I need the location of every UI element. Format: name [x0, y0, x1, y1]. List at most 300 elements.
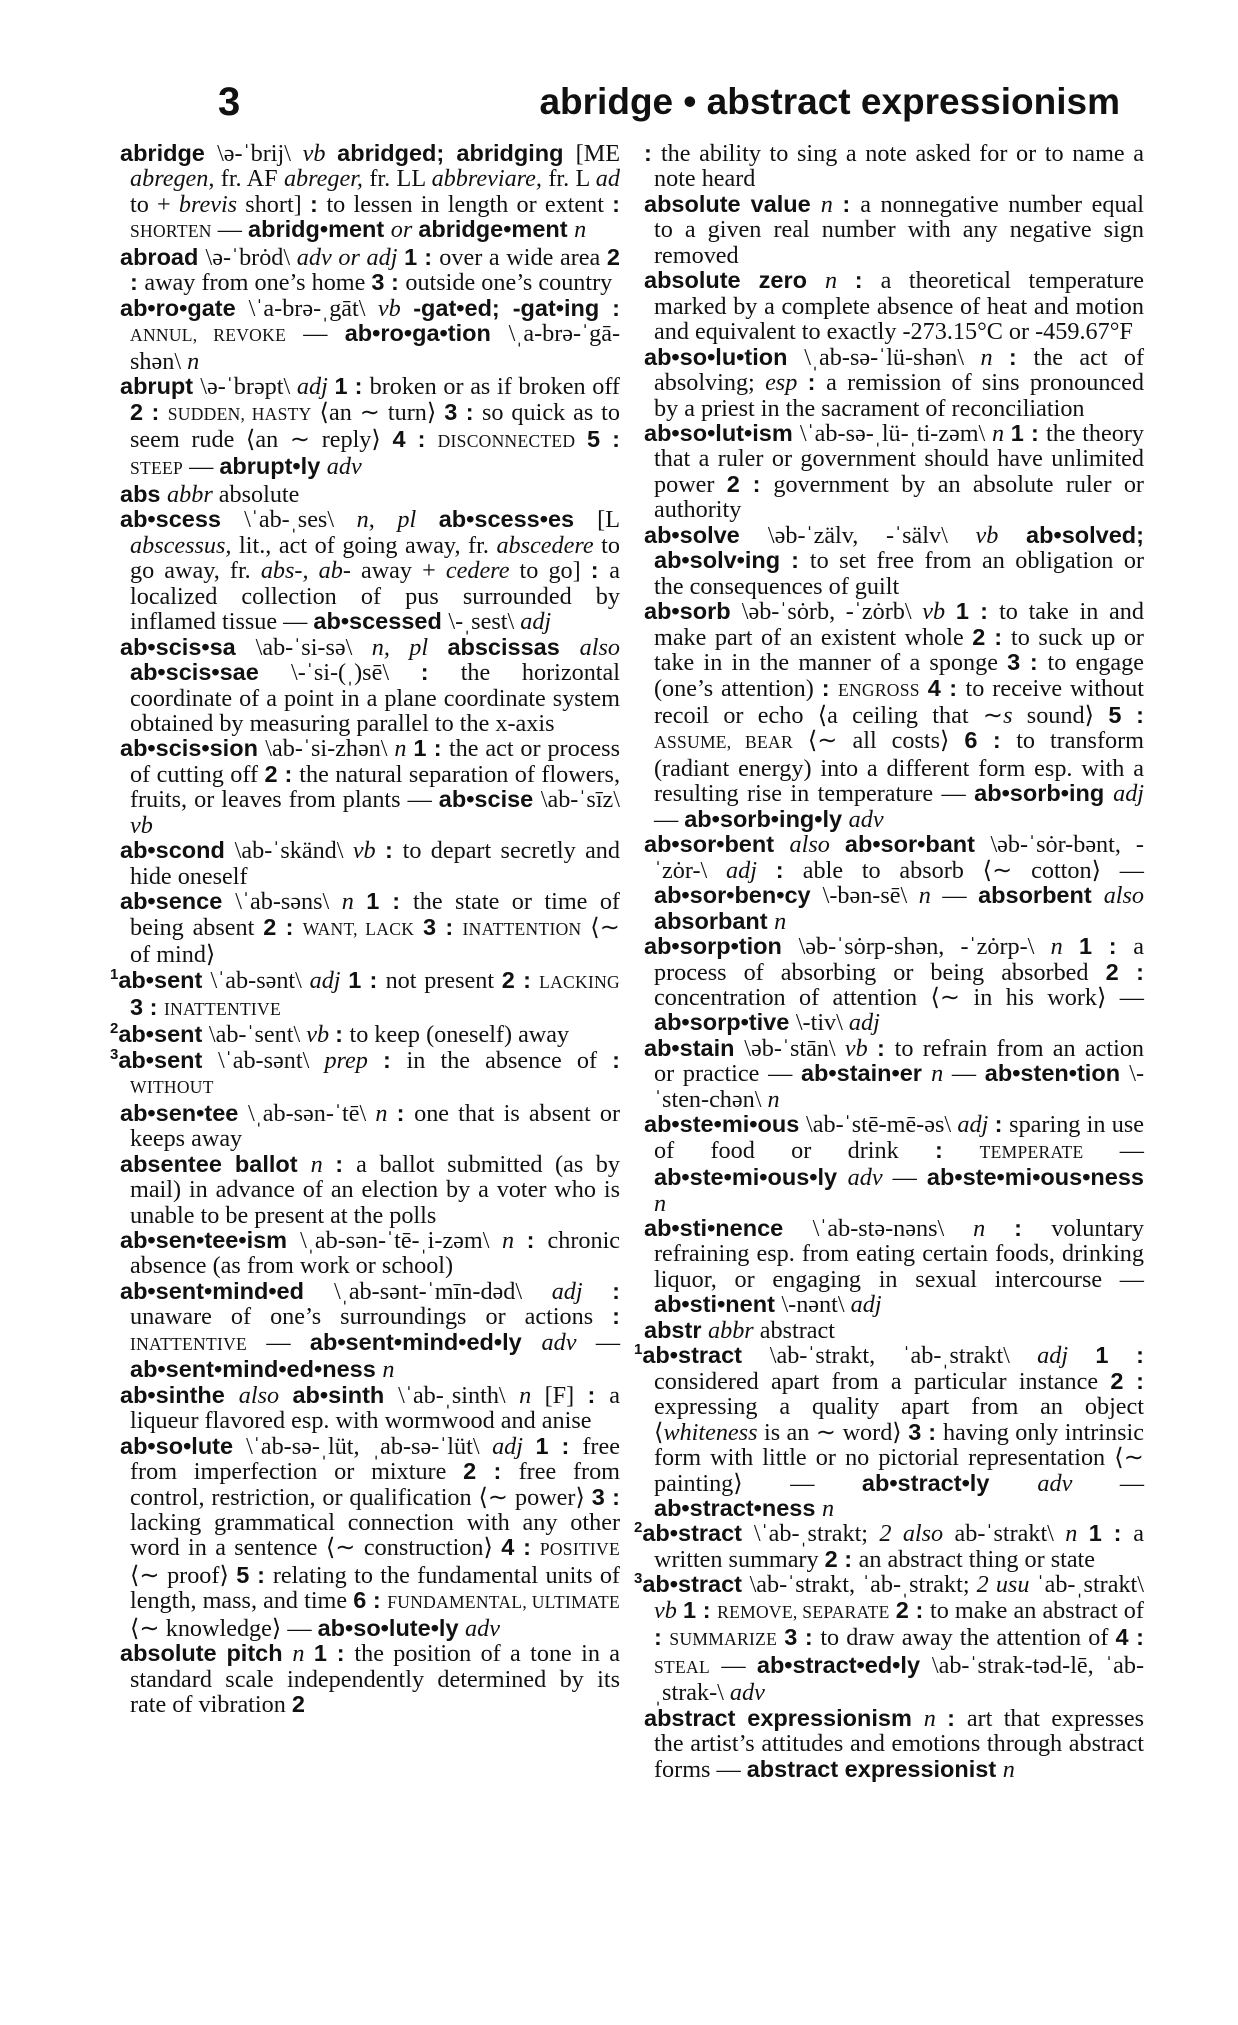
part-of-speech: prep: [324, 1046, 384, 1074]
definition-text: —: [654, 805, 685, 833]
bold-text: 2 :: [130, 243, 620, 296]
bold-text: :: [821, 674, 838, 701]
italic-text: n: [821, 1495, 835, 1523]
dictionary-entry: [634, 1570, 1144, 1707]
definition-text: ⟨∼ knowledge⟩ —: [130, 1614, 318, 1642]
dictionary-entry: [120, 1101, 620, 1152]
headword: ab•sorb: [644, 598, 742, 625]
definition-text: short]: [245, 190, 310, 218]
headword: ab•sent: [118, 1021, 209, 1048]
definition-text: to keep (oneself) away: [349, 1021, 570, 1049]
headword: ab•scis•sa: [120, 633, 256, 660]
italic-text: whiteness: [663, 1418, 764, 1446]
left-column: [110, 140, 621, 1719]
definition-text: to go away, fr.: [130, 531, 620, 585]
definition-text: over a wide area: [439, 243, 607, 271]
part-of-speech: n: [310, 1150, 336, 1178]
definition-text: lacking grammatical connection with any other word in a sentence ⟨∼ construction⟩: [130, 1509, 620, 1562]
bold-text: ab•sti•nent: [654, 1291, 782, 1318]
pronunciation: \ˈab-səns\: [235, 888, 342, 916]
dictionary-entry: [644, 523, 1144, 599]
dictionary-entry: [644, 268, 1144, 344]
headword: absolute pitch: [120, 1640, 293, 1667]
dictionary-entry: [120, 635, 620, 737]
definition-text: the act of absolving;: [654, 343, 1145, 397]
bold-text: 6 :: [964, 727, 1017, 754]
definition-text: ⟨∼ proof⟩: [130, 1561, 237, 1589]
bold-text: :: [1008, 343, 1034, 370]
bold-text: 6 :: [353, 1587, 388, 1614]
small-caps-text: FUNDAMENTAL, ULTIMATE: [387, 1592, 620, 1613]
part-of-speech: also: [238, 1381, 293, 1409]
part-of-speech: n: [394, 735, 414, 763]
italic-text: adj: [520, 608, 552, 636]
bold-text: ab•ste•mi•ous•ness: [926, 1164, 1144, 1191]
italic-text: n: [382, 1356, 395, 1384]
bold-text: ab•ste•mi•ous•ly: [654, 1164, 848, 1191]
dictionary-entry: [644, 1318, 1144, 1343]
definition-text: one that is absent or keeps away: [130, 1099, 621, 1153]
italic-text: adj: [726, 856, 776, 884]
bold-text: abridge•ment: [418, 216, 575, 243]
part-of-speech: adj: [1037, 1342, 1096, 1370]
part-of-speech: vb: [377, 294, 414, 322]
definition-text: \ab-ˈsīz\: [540, 786, 620, 814]
part-of-speech: vb: [844, 1034, 878, 1062]
homograph-number: 1: [110, 965, 119, 983]
dictionary-entry: [120, 1279, 620, 1383]
definition-text: unaware of one’s surroundings or actions: [130, 1303, 613, 1331]
italic-text: abreger,: [283, 165, 370, 193]
headword: ab•scess: [120, 506, 245, 533]
part-of-speech: abbr: [167, 480, 219, 508]
bold-text: ab•scessed: [313, 608, 449, 635]
pronunciation: \ˌab-sənt-ˈmīn-dəd\: [334, 1277, 552, 1305]
bold-text: 2 :: [895, 1596, 930, 1623]
bold-text: :: [612, 1277, 620, 1304]
definition-text: [F]: [544, 1381, 588, 1409]
small-caps-text: REMOVE, SEPARATE: [717, 1601, 890, 1622]
italic-text: n: [767, 1085, 780, 1113]
definition-text: sound⟩: [1026, 701, 1109, 729]
definition-text: to set free from an obligation or the consequences of guilt: [654, 547, 1145, 600]
definition-text: [920, 675, 928, 702]
small-caps-text: SUDDEN, HASTY: [167, 403, 312, 424]
definition-text: fr. AF: [220, 165, 284, 193]
bold-text: :: [935, 1136, 980, 1163]
bold-text: 2 :: [824, 1545, 859, 1572]
small-caps-text: INATTENTIVE: [130, 1333, 248, 1354]
pronunciation: \ˈab-stə-nəns\: [812, 1215, 974, 1243]
definition-text: to depart secretly and hide oneself: [130, 837, 620, 890]
dictionary-entry: [644, 192, 1144, 268]
italic-text: adv: [847, 1164, 883, 1192]
dictionary-entry: [110, 1045, 620, 1101]
small-caps-text: SHORTEN: [130, 221, 212, 242]
dictionary-entry: [120, 1641, 620, 1717]
italic-text: adv: [326, 453, 362, 481]
bold-text: ab•sten•tion: [984, 1060, 1130, 1087]
bold-text: :: [807, 369, 827, 396]
bold-text: 1 :: [682, 1596, 718, 1623]
bold-text: 1 :: [334, 373, 370, 400]
definition-text: art that expresses the artist’s attitudes and emotions through abstract forms —: [654, 1704, 1145, 1783]
definition-text: the position of a tone in a standard scale independently determined by its rate of vibration: [130, 1640, 620, 1719]
definition-text: free from imperfection or mixture: [130, 1432, 620, 1486]
bold-text: 5 :: [1108, 701, 1144, 728]
definition-text: government by an absolute ruler or authority: [654, 470, 1144, 524]
dictionary-entry: [644, 934, 1144, 1036]
small-caps-text: STEAL: [654, 1656, 710, 1677]
pronunciation: \ˈab-sə-ˌlüt, ˌab-sə-ˈlüt\: [246, 1432, 493, 1460]
pronunciation: \ab-ˈsent\: [208, 1021, 307, 1049]
definition-text: outside one’s country: [405, 269, 613, 297]
part-of-speech: n, pl: [371, 633, 448, 661]
bold-text: ab•solved; ab•solv•ing :: [654, 521, 1144, 574]
definition-text: —: [943, 1060, 985, 1088]
part-of-speech: adv or adj: [296, 243, 405, 271]
homograph-number: 2: [110, 1020, 119, 1038]
bold-text: :: [654, 1624, 670, 1651]
bold-text: 2: [291, 1691, 305, 1718]
headword: ab•so•lu•tion: [644, 343, 805, 370]
headword: ab•sen•tee•ism: [120, 1227, 301, 1254]
definition-text: to make an abstract of: [929, 1596, 1144, 1624]
italic-text: adv: [465, 1614, 500, 1642]
bold-text: 1 :: [404, 243, 440, 270]
definition-text: ⟨an ∼ turn⟩: [311, 398, 445, 426]
definition-text: a process of absorbing or being absorbed: [654, 933, 1144, 986]
definition-text: is an ∼ word⟩: [763, 1418, 909, 1446]
bold-text: :: [335, 1021, 350, 1048]
dictionary-entry: [120, 141, 620, 245]
definition-text: in the absence of: [406, 1046, 613, 1074]
small-caps-text: SUMMARIZE: [669, 1629, 778, 1650]
pronunciation: \ə-ˈbrəpt\: [200, 373, 297, 401]
bold-text: absorbant: [654, 907, 775, 934]
definition-text: to refrain from an action or practice —: [654, 1034, 1145, 1088]
definition-text: the state or time of being absent: [130, 888, 620, 941]
definition-text: relating to the fundamental units of length, mass, and time: [130, 1561, 620, 1615]
bold-text: 1 :: [1010, 419, 1046, 446]
bold-text: 4 :: [501, 1534, 540, 1561]
definition-text: the ability to sing a note asked for or to name a note heard: [654, 140, 1145, 193]
pronunciation: \ˈab-sə-ˌlü-ˌti-zəm\: [799, 419, 992, 447]
dictionary-entry: [644, 1112, 1144, 1216]
definition-text: broken or as if broken off: [369, 373, 620, 401]
definition-text: \-nənt\: [781, 1291, 851, 1319]
homograph-number: 1: [634, 1341, 643, 1359]
bold-text: :: [644, 140, 661, 166]
bold-text: 2 :: [463, 1458, 519, 1485]
italic-text: n: [774, 907, 787, 935]
italic-text: n: [1002, 1755, 1015, 1783]
headword: ab•sor•bent: [644, 831, 790, 858]
definition-text: to engage (one’s attention): [654, 649, 1144, 702]
part-of-speech: n: [375, 1099, 397, 1127]
small-caps-text: WANT, LACK: [302, 918, 415, 939]
definition-text: away from one’s home: [144, 269, 372, 297]
bold-text: 2 :: [501, 966, 540, 993]
bold-text: :: [396, 1099, 415, 1126]
homograph-number: 3: [110, 1045, 119, 1063]
dictionary-entry: [110, 965, 620, 1023]
italic-text: abregen,: [130, 165, 221, 193]
part-of-speech: also: [789, 831, 845, 859]
italic-text: cedere: [445, 557, 520, 585]
definition-text: —: [576, 1328, 621, 1356]
bold-text: 3 :: [130, 993, 164, 1020]
bold-text: :: [587, 1381, 610, 1408]
definition-text: to lessen in length or extent: [326, 190, 613, 218]
bold-text: -gat•ed; -gat•ing :: [413, 294, 620, 321]
italic-text: also: [1103, 882, 1145, 910]
headword: ab•sence: [120, 888, 236, 915]
part-of-speech: n: [1050, 933, 1079, 961]
italic-text: n: [574, 216, 587, 244]
definition-text: to +: [130, 190, 179, 218]
bold-text: :: [947, 1704, 967, 1731]
pronunciation: \əb-ˈstān\: [744, 1034, 845, 1062]
italic-text: n: [918, 882, 931, 910]
small-caps-text: TEMPERATE: [979, 1141, 1084, 1162]
bold-text: :: [775, 856, 803, 883]
definition-text: [414, 914, 423, 941]
definition-text: \-tiv\: [795, 1009, 849, 1037]
definition-text: —: [286, 320, 345, 348]
headword: ab•scond: [120, 837, 235, 864]
homograph-number: 2: [634, 1519, 643, 1537]
bold-text: 2 :: [263, 913, 303, 940]
definition-text: the act or process of cutting off: [130, 735, 620, 788]
part-of-speech: vb: [352, 837, 385, 865]
part-of-speech: adj: [296, 373, 335, 401]
part-of-speech: adj: [309, 966, 349, 994]
italic-text: s: [1003, 701, 1027, 729]
bold-text: :: [309, 190, 327, 217]
part-of-speech: n: [991, 419, 1011, 447]
bold-text: ab•scess•es: [438, 506, 598, 533]
italic-text: vb: [654, 1596, 683, 1624]
small-caps-text: POSITIVE: [539, 1539, 620, 1560]
headword: abstr: [644, 1316, 708, 1343]
definition-text: \ˈab-ˌsinth\: [398, 1381, 520, 1409]
headword: ab•sent: [118, 1046, 218, 1073]
italic-text: n: [931, 1060, 944, 1088]
dictionary-entry: [644, 1216, 1144, 1318]
small-caps-text: ENGROSS: [837, 679, 920, 700]
bold-text: abstract expressionist: [746, 1755, 1003, 1782]
small-caps-text: INATTENTION: [462, 918, 582, 939]
bold-text: :: [384, 837, 403, 864]
definition-text: a localized collection of pus surrounded by inflamed tissue —: [130, 557, 620, 636]
part-of-speech: n: [820, 190, 843, 218]
definition-text: a ballot submitted (as by mail) in advance of an election by a voter who is unable to be present at the polls: [130, 1150, 620, 1229]
small-caps-text: INATTENTIVE: [163, 998, 281, 1019]
small-caps-text: DISCONNECTED: [437, 430, 576, 451]
headword: abstract expressionism: [644, 1704, 924, 1731]
part-of-speech: n: [502, 1227, 527, 1255]
bold-text: 3 :: [1007, 649, 1048, 676]
definition-text: \ˌa-brə-ˈgā-shən\: [130, 320, 621, 375]
pronunciation: \əb-ˈzälv, -ˈsälv\: [767, 521, 976, 549]
headword: ab•stract: [642, 1520, 754, 1547]
italic-text: n: [654, 1189, 667, 1217]
bold-text: 3 :: [591, 1483, 620, 1510]
definition-text: \ab-ˈstrak-təd-lē, ˈab-ˌstrak-\: [654, 1651, 1144, 1707]
definition-text: concentration of attention ⟨∼ in his work⟩ —: [654, 983, 1144, 1011]
dictionary-entry: [120, 838, 620, 889]
bold-text: ab•scis•sae: [130, 659, 291, 686]
headword: ab•stract: [642, 1571, 750, 1598]
part-of-speech: n: [980, 343, 1009, 371]
dictionary-entry: [120, 1228, 620, 1279]
dictionary-entry: [644, 599, 1144, 832]
bold-text: 1 :: [413, 735, 449, 762]
definition-text: ⟨∼ all costs⟩: [792, 727, 965, 755]
headword: ab•sent: [118, 966, 211, 993]
headword: abs: [120, 480, 168, 507]
bold-text: :: [526, 1227, 548, 1254]
part-of-speech: adj: [957, 1111, 995, 1139]
bold-text: 1 :: [955, 598, 1000, 625]
definition-text: away +: [360, 557, 446, 585]
definition-text: a remission of sins pronounced by a priest in the sacrament of reconciliation: [654, 369, 1144, 422]
bold-text: 1 :: [1095, 1342, 1144, 1369]
definition-text: the theory that a ruler or government should have unlimited power: [654, 419, 1144, 498]
dictionary-entry: [120, 296, 620, 374]
bold-text: :: [420, 659, 461, 686]
definition-text: chronic absence (as from work or school): [130, 1227, 621, 1280]
dictionary-entry: [644, 421, 1144, 523]
bold-text: 1 :: [1088, 1520, 1134, 1547]
headword: abrupt: [120, 373, 201, 400]
part-of-speech: n, pl: [356, 506, 439, 534]
small-caps-text: LACKING: [539, 971, 620, 992]
headword: ab•stract: [642, 1342, 770, 1369]
italic-text: abscessus,: [130, 531, 240, 559]
bold-text: ab•stain•er: [800, 1060, 932, 1087]
definition-text: so quick as to seem rude ⟨an ∼ reply⟩: [130, 398, 620, 453]
definition-text: expressing a quality apart from an object ⟨: [654, 1393, 1144, 1446]
bold-text: abridg•ment: [248, 216, 391, 243]
definition-text: —: [1083, 1136, 1144, 1164]
headword: ab•sorp•tion: [644, 933, 799, 960]
italic-text: adj: [848, 1009, 880, 1037]
definition-text: fr. LL: [369, 165, 432, 193]
part-of-speech: n: [341, 888, 367, 916]
definition-text: —: [1072, 1469, 1144, 1497]
dictionary-entry: [634, 1341, 1144, 1523]
dictionary-entry: [120, 374, 620, 482]
dictionary-entry: [120, 736, 620, 838]
headword: absentee ballot: [120, 1150, 311, 1177]
bold-text: 1 :: [348, 966, 386, 993]
bold-text: 3 :: [784, 1624, 821, 1651]
bold-text: ab•sinth: [292, 1381, 399, 1408]
italic-text: adv: [729, 1679, 765, 1707]
italic-text: also: [579, 633, 620, 661]
definition-text: —: [247, 1328, 310, 1356]
headword: ab•sent•mind•ed: [120, 1277, 335, 1304]
italic-text: adv: [848, 805, 884, 833]
bold-text: 5 :: [586, 425, 620, 452]
headword: abroad: [120, 243, 206, 270]
definition-text: fr. L: [548, 165, 596, 193]
definition-text: —: [211, 216, 249, 244]
bold-text: 5 :: [236, 1561, 273, 1588]
bold-text: :: [854, 267, 881, 294]
dictionary-entry: [644, 141, 1144, 192]
definition-text: —: [709, 1651, 757, 1679]
bold-text: 3 :: [371, 269, 406, 296]
dictionary-entry: [634, 1519, 1145, 1573]
small-caps-text: WITHOUT: [130, 1077, 214, 1098]
definition-text: to go]: [519, 557, 591, 585]
bold-text: abscissas: [447, 633, 580, 660]
definition-text: \-ˈsten-chən\: [654, 1060, 1145, 1113]
definition-text: abstract: [759, 1316, 835, 1344]
bold-text: :: [612, 1046, 620, 1073]
dictionary-entry: [120, 245, 620, 296]
headword: ab•sinthe: [120, 1381, 239, 1408]
italic-text: abscedere: [496, 531, 602, 559]
bold-text: 4 :: [1115, 1624, 1144, 1651]
italic-text: n: [187, 347, 200, 375]
headword: ab•stain: [644, 1034, 745, 1061]
bold-text: :: [842, 190, 861, 217]
bold-text: ab•sent•mind•ed•ness: [130, 1356, 383, 1383]
definition-text: a written summary: [654, 1520, 1145, 1573]
definition-text: lit., act of going away, fr.: [239, 531, 497, 559]
italic-text: esp: [765, 369, 808, 397]
part-of-speech: vb: [922, 598, 956, 626]
italic-text: brevis: [178, 190, 246, 218]
definition-text: absolute: [218, 480, 300, 508]
right-column: [634, 140, 1145, 1783]
italic-text: adj: [850, 1291, 882, 1319]
headword: ab•scis•sion: [120, 735, 266, 762]
bold-text: :: [612, 1303, 620, 1330]
definition-text: \-bən-sē\: [822, 882, 919, 910]
bold-text: 1 :: [313, 1640, 355, 1667]
dictionary-entry: [120, 482, 620, 507]
italic-text: adv: [541, 1328, 577, 1356]
dictionary-entry: [120, 1434, 620, 1642]
definition-text: to draw away the attention of: [820, 1624, 1116, 1652]
bold-text: ab•stract•ed•ly: [756, 1651, 932, 1678]
bold-text: ab•so•lute•ly: [317, 1614, 466, 1641]
bold-text: 1 :: [1078, 933, 1134, 960]
definition-text: [L: [597, 506, 620, 534]
definition-text: having only intrinsic form with little or no pictorial representation ⟨∼ painting⟩ —: [654, 1418, 1144, 1497]
definition-text: ˈab-ˌstrakt\: [1036, 1571, 1144, 1599]
bold-text: ab•stract•ness: [654, 1495, 822, 1522]
bold-text: 2 :: [1105, 958, 1144, 985]
bold-text: 4 :: [392, 425, 438, 452]
bold-text: :: [335, 1150, 357, 1177]
pronunciation: \ab-ˈsi-sə\: [255, 633, 372, 661]
bold-text: ab•sor•ben•cy: [654, 882, 823, 909]
bold-text: :: [590, 557, 610, 584]
italic-text: n: [519, 1381, 545, 1409]
bold-text: ab•sor•bant: [844, 831, 991, 858]
bold-text: 2 :: [264, 760, 300, 787]
dictionary-entry: [644, 832, 1144, 934]
pronunciation: \ˈab-sənt\: [210, 966, 310, 994]
definition-text: —: [882, 1164, 927, 1192]
italic-text: n: [1065, 1520, 1089, 1548]
